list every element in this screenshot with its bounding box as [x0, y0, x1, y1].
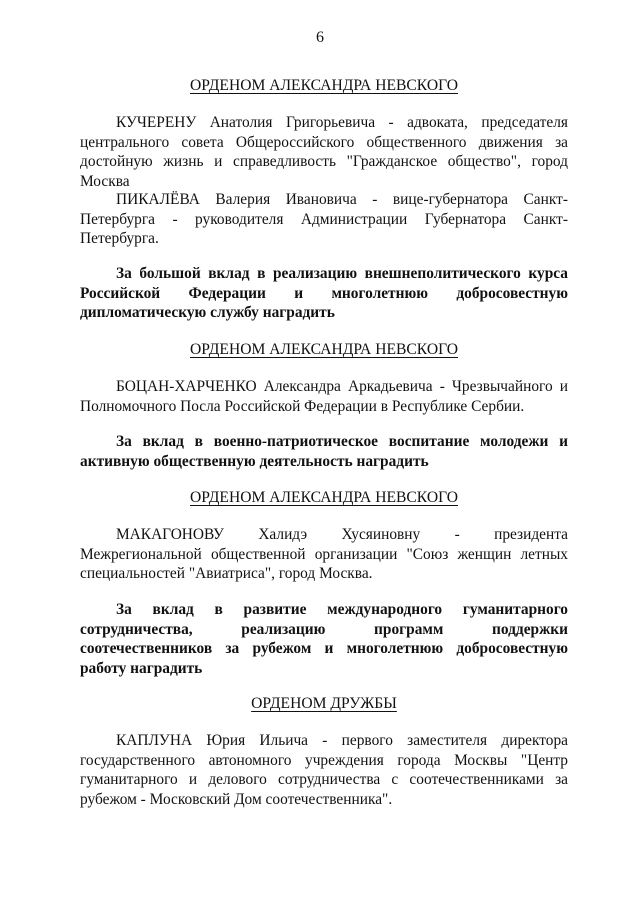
- awardee-paragraph: ПИКАЛЁВА Валерия Ивановича - вице-губернатора Санкт-Петербурга - руководителя Администрации Губернатора Санкт-Петербурга.: [80, 191, 568, 247]
- award-intro: За вклад в военно-патриотическое воспитание молодежи и активную общественную деятельность наградить: [80, 433, 568, 470]
- awardee-paragraph: БОЦАН-ХАРЧЕНКО Александра Аркадьевича - Чрезвычайного и Полномочного Посла Российской Федерации в Республике Сербии.: [80, 378, 568, 415]
- awardee-paragraph: МАКАГОНОВУ Халидэ Хусяиновну - президента Межрегиональной общественной организации "Союз женщин летных специальностей "Авиатриса", город Москва.: [80, 526, 568, 582]
- awardee-paragraph: КАПЛУНА Юрия Ильича - первого заместителя директора государственного автономного учреждения города Москвы "Центр гуманитарного и делового сотрудничества с соотечественниками за рубежом - Московский Дом соотечественника".: [80, 732, 568, 808]
- page-number: 6: [316, 29, 324, 46]
- awardee-paragraph: КУЧЕРЕНУ Анатолия Григорьевича - адвоката, председателя центрального совета Общероссийского общественного движения за достойную жизнь и справедливость "Гражданское общество", город Москва: [80, 114, 568, 190]
- award-intro: За вклад в развитие международного гуманитарного сотрудничества, реализацию программ поддержки соотечественников за рубежом и многолетнюю добросовестную работу наградить: [80, 601, 568, 677]
- award-heading: ОРДЕНОМ ДРУЖБЫ: [251, 695, 397, 712]
- award-intro: За большой вклад в реализацию внешнеполитического курса Российской Федерации и многолетнюю добросовестную дипломатическую службу наградить: [80, 265, 568, 321]
- award-heading: ОРДЕНОМ АЛЕКСАНДРА НЕВСКОГО: [190, 489, 458, 506]
- award-heading: ОРДЕНОМ АЛЕКСАНДРА НЕВСКОГО: [190, 341, 458, 358]
- award-heading: ОРДЕНОМ АЛЕКСАНДРА НЕВСКОГО: [190, 77, 458, 94]
